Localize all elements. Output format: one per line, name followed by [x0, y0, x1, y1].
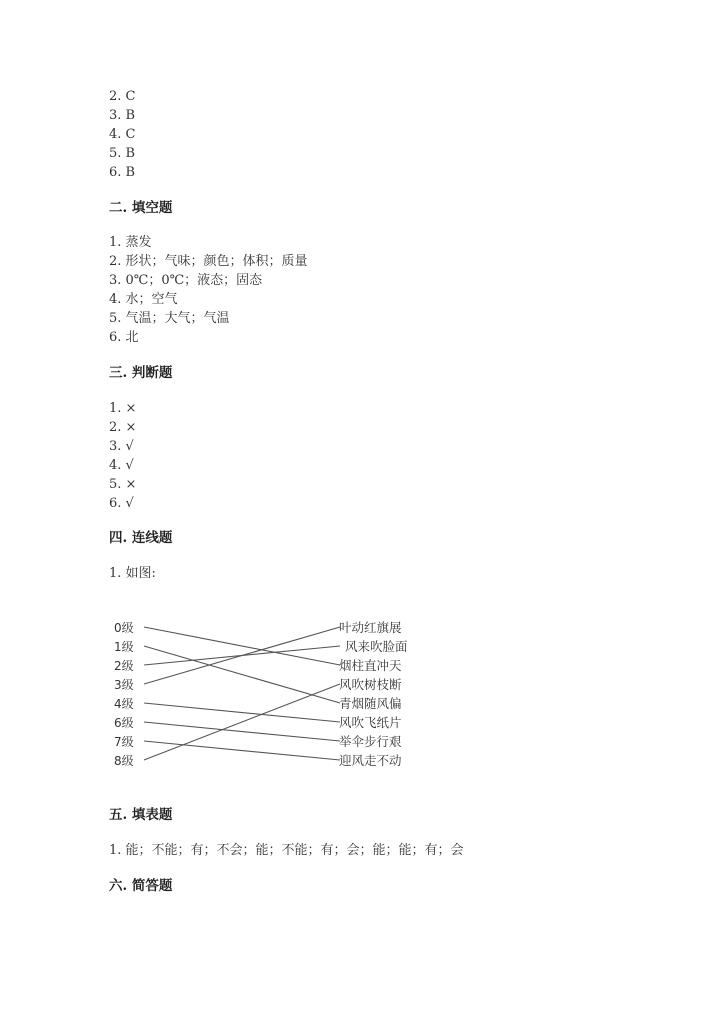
connection-line: [144, 703, 340, 722]
wind-phenomenon-label: 风来吹脸面: [345, 639, 408, 654]
answer-line: 2. 形状；气味；颜色；体积；质量: [109, 254, 308, 269]
wind-level-label: 3级: [114, 678, 134, 692]
answer-line: 6. B: [109, 165, 136, 180]
connection-line: [144, 627, 340, 684]
wind-level-label: 0级: [114, 621, 134, 635]
answer-line: 4. C: [109, 127, 136, 142]
wind-level-label: 1级: [114, 640, 134, 654]
connection-line: [144, 646, 340, 703]
answer-line: 1. ×: [109, 401, 137, 416]
answer-line: 1. 能；不能；有；不会；能；不能；有；会；能；能；有；会: [109, 843, 464, 858]
wind-level-label: 2级: [114, 659, 134, 673]
answer-line: 6. 北: [109, 330, 139, 345]
wind-level-label: 6级: [114, 716, 134, 730]
answer-line: 3. √: [109, 439, 134, 454]
answer-line: 4. √: [109, 458, 134, 473]
answer-line: 3. B: [109, 108, 136, 123]
answer-line: 1. 蒸发: [109, 235, 152, 250]
wind-phenomenon-label: 迎风走不动: [339, 753, 402, 768]
wind-level-label: 4级: [114, 697, 134, 711]
answer-line: 2. ×: [109, 420, 137, 435]
answer-line: 5. 气温；大气；气温: [109, 311, 230, 326]
wind-phenomenon-label: 举伞步行艰: [339, 734, 402, 749]
wind-phenomenon-label: 青烟随风偏: [339, 696, 402, 711]
section-heading-short-answer: 六. 简答题: [109, 878, 173, 894]
answer-line: 2. C: [109, 89, 136, 104]
wind-phenomenon-label: 烟柱直冲天: [339, 658, 402, 673]
wind-phenomenon-label: 风吹树枝断: [339, 677, 402, 692]
section-heading-fill-blank: 二. 填空题: [109, 200, 173, 216]
matching-intro: 1. 如图:: [109, 566, 156, 581]
section-heading-matching: 四. 连线题: [109, 530, 173, 546]
answer-line: 4. 水；空气: [109, 292, 178, 307]
connection-line: [144, 627, 340, 665]
wind-phenomenon-label: 叶动红旗展: [339, 620, 402, 635]
wind-level-label: 8级: [114, 754, 134, 768]
answer-line: 6. √: [109, 496, 134, 511]
connection-line: [144, 684, 340, 760]
connection-line: [144, 741, 340, 760]
answer-line: 5. B: [109, 146, 136, 161]
connection-line: [144, 722, 340, 741]
matching-diagram: [108, 612, 418, 772]
wind-phenomenon-label: 风吹飞纸片: [339, 715, 402, 730]
wind-level-label: 7级: [114, 735, 134, 749]
section-heading-table-fill: 五. 填表题: [109, 807, 173, 823]
answer-line: 5. ×: [109, 477, 137, 492]
section-heading-true-false: 三. 判断题: [109, 365, 173, 381]
answer-line: 3. 0℃；0℃；液态；固态: [109, 273, 263, 288]
